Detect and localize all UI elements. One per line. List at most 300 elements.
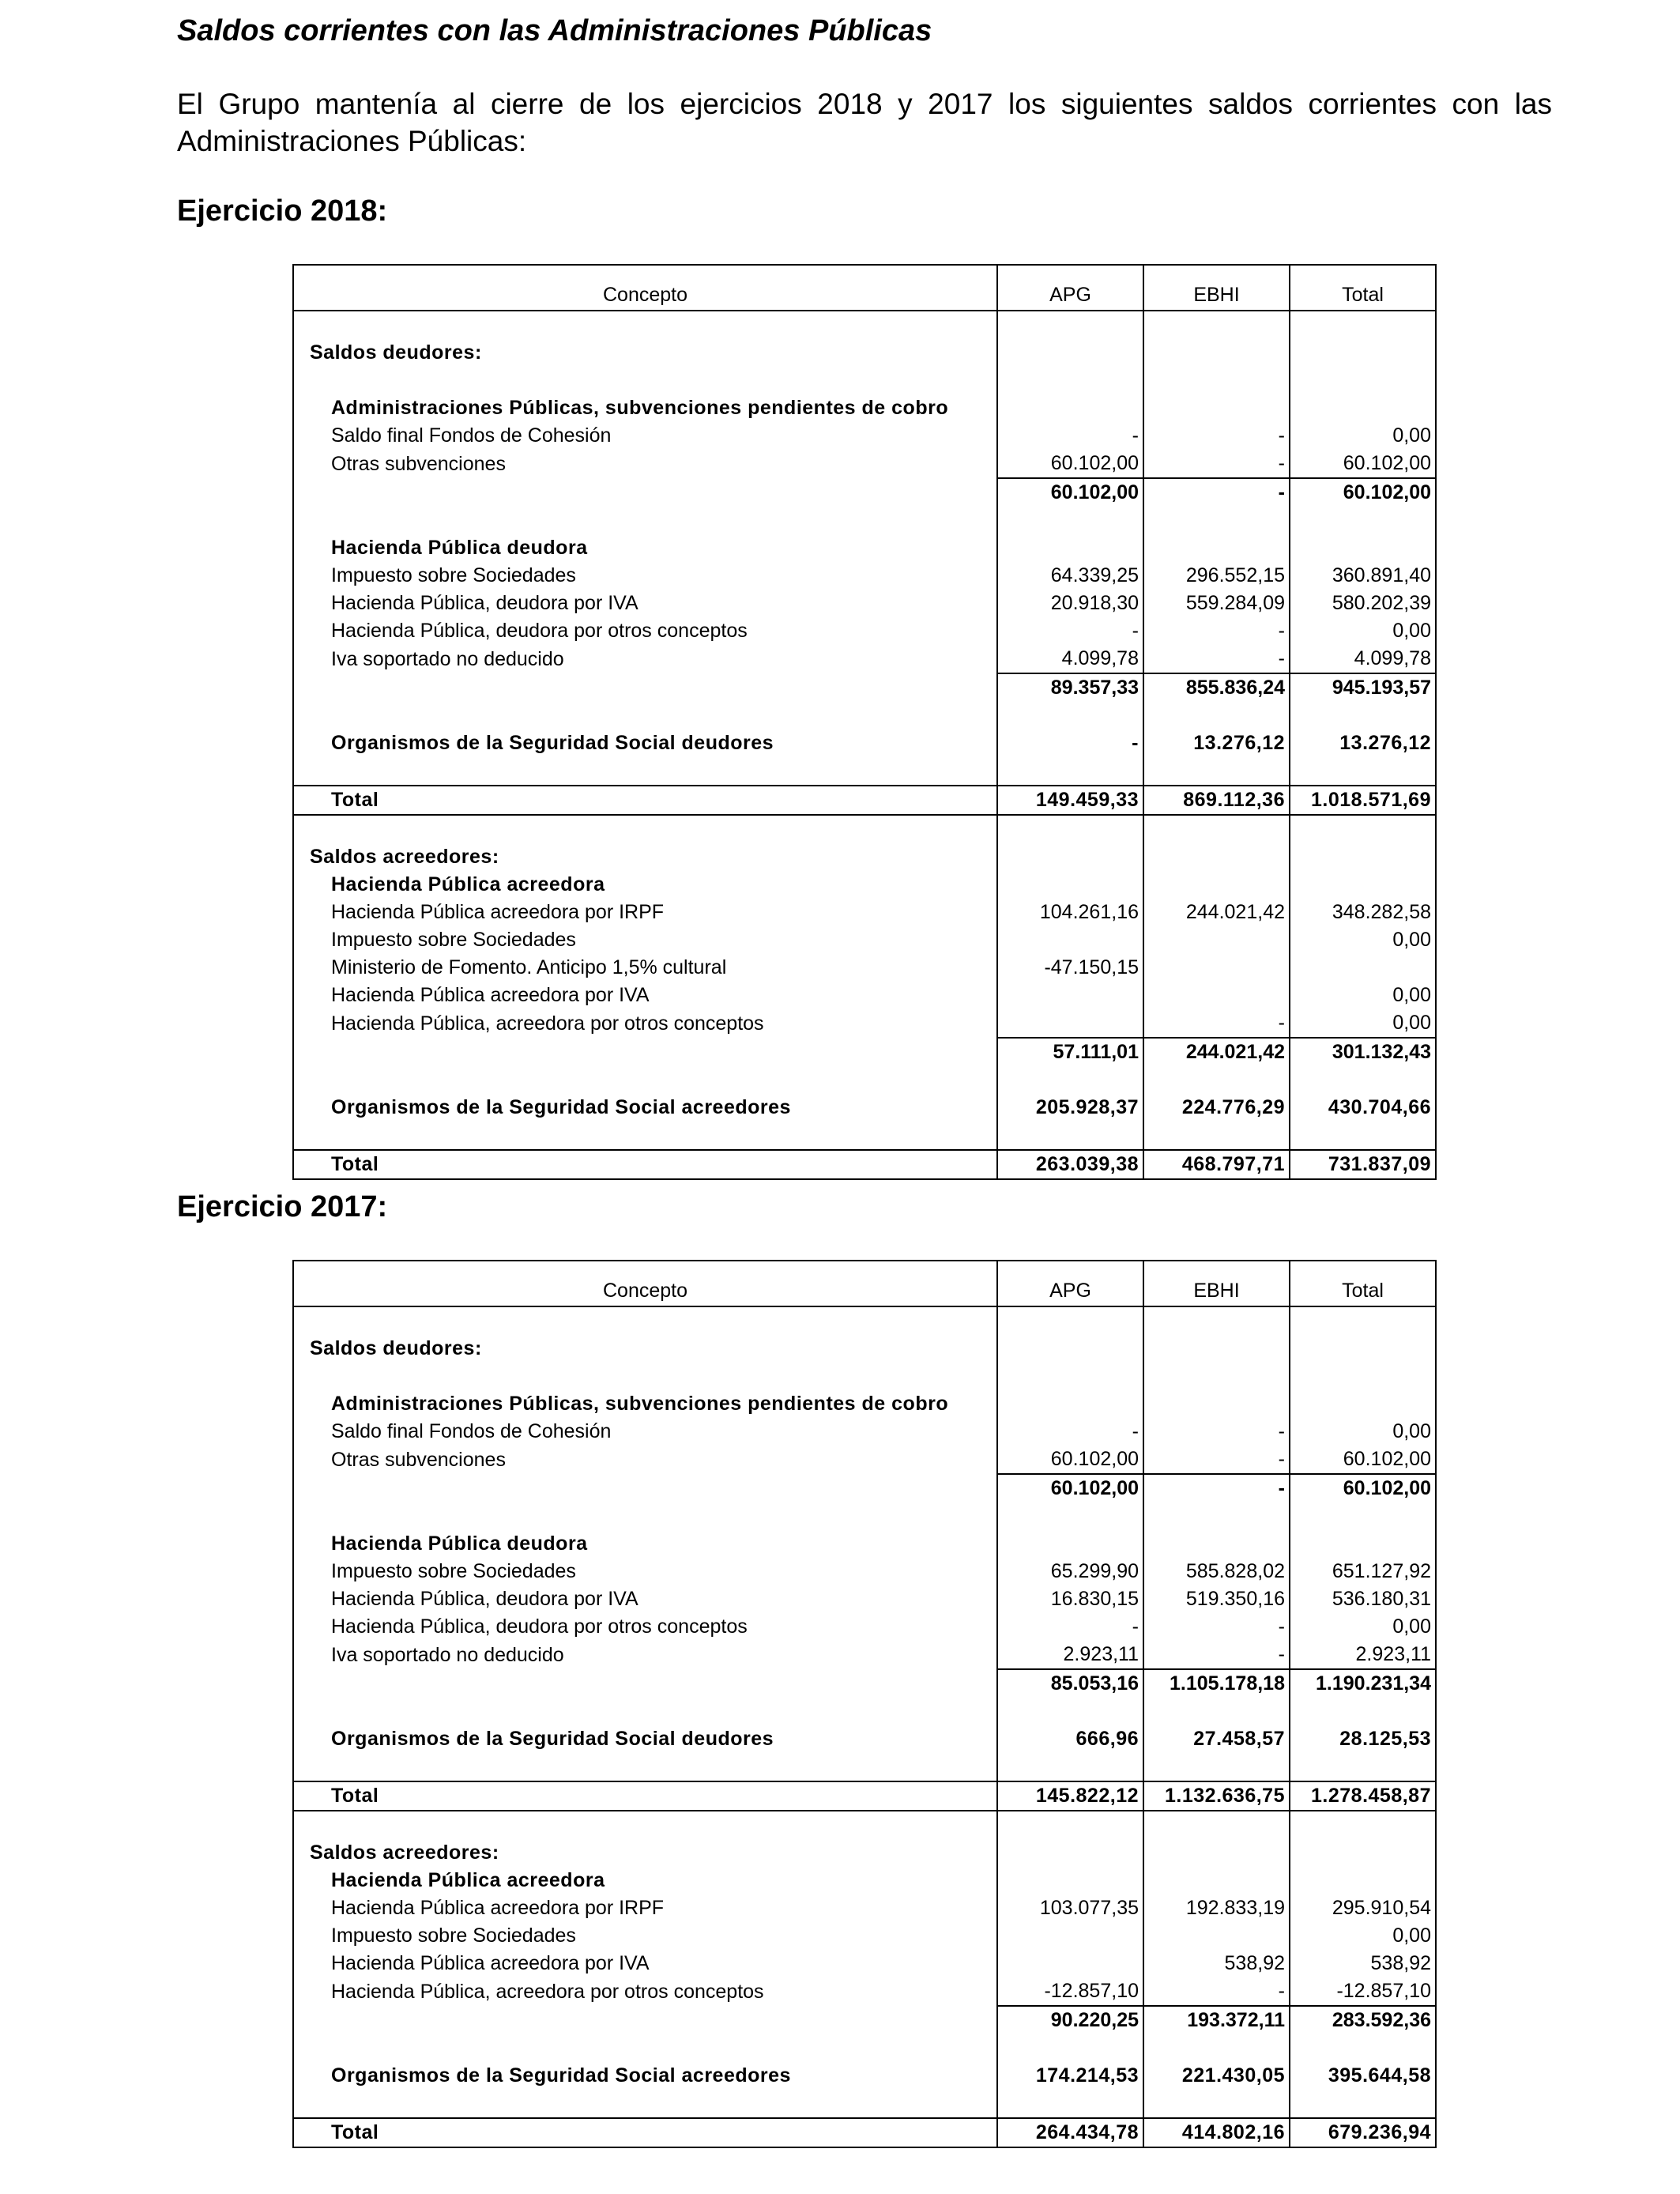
row-label: [293, 673, 997, 702]
empty-cell: [1290, 702, 1436, 729]
empty-cell: [997, 1390, 1143, 1418]
empty-cell: [1290, 1363, 1436, 1390]
table-row: [293, 645, 1436, 673]
total-value: 0,00: [1290, 982, 1436, 1009]
intro-paragraph: El Grupo mantenía al cierre de los ejercicios 2018 y 2017 los siguientes saldos corrientes con las Administraciones Públicas:: [177, 88, 1552, 157]
row-label: Otras subvenciones: [293, 1446, 997, 1474]
empty-cell: [997, 1502, 1143, 1530]
empty-cell: [1290, 534, 1436, 562]
empty-cell: [997, 1306, 1143, 1335]
apg-value: 104.261,16: [997, 899, 1143, 926]
apg-value: [997, 926, 1143, 954]
apg-value: [997, 1922, 1143, 1950]
empty-cell: [1143, 1363, 1290, 1390]
social-security-row: [293, 2062, 1436, 2090]
empty-cell: [997, 2034, 1143, 2062]
ebhi-value: -: [1143, 1418, 1290, 1446]
ebhi-value: 244.021,42: [1143, 1038, 1290, 1066]
row-label: Administraciones Públicas, subvenciones pendientes de cobro: [293, 1390, 997, 1418]
subtotal-row: [293, 478, 1436, 507]
empty-cell: [293, 367, 997, 394]
row-label: Total: [293, 1781, 997, 1811]
column-header-ebhi: EBHI: [1143, 265, 1290, 311]
empty-cell: [293, 1122, 997, 1150]
empty-cell: [1143, 1066, 1290, 1094]
row-label: [293, 478, 997, 507]
total-value: 60.102,00: [1290, 450, 1436, 478]
ebhi-value: -: [1143, 1009, 1290, 1038]
empty-cell: [1290, 339, 1436, 367]
empty-cell: [997, 507, 1143, 534]
row-label: Hacienda Pública acreedora: [293, 871, 997, 899]
balances-table-2018: [292, 264, 1437, 1180]
empty-cell: [1143, 1502, 1290, 1530]
ebhi-value: 869.112,36: [1143, 786, 1290, 815]
row-label: Saldo final Fondos de Cohesión: [293, 1418, 997, 1446]
ebhi-value: -: [1143, 1446, 1290, 1474]
apg-value: 60.102,00: [997, 450, 1143, 478]
subtotal-row: [293, 1474, 1436, 1502]
empty-cell: [997, 702, 1143, 729]
ebhi-value: -: [1143, 617, 1290, 645]
spacer-row: [293, 311, 1436, 339]
group-heading: [293, 843, 1436, 871]
empty-cell: [997, 1335, 1143, 1363]
empty-cell: [1290, 394, 1436, 422]
empty-cell: [293, 1753, 997, 1781]
row-label: Hacienda Pública acreedora por IRPF: [293, 899, 997, 926]
empty-cell: [997, 815, 1143, 843]
spacer-row: [293, 1753, 1436, 1781]
ebhi-value: -: [1143, 1977, 1290, 2006]
row-label: Hacienda Pública, deudora por IVA: [293, 590, 997, 617]
subgroup-heading: [293, 1530, 1436, 1558]
empty-cell: [1290, 2034, 1436, 2062]
table-row: [293, 1977, 1436, 2006]
row-label: Hacienda Pública acreedora por IVA: [293, 982, 997, 1009]
header-row: [293, 265, 1436, 311]
total-value: 430.704,66: [1290, 1094, 1436, 1122]
apg-value: 16.830,15: [997, 1585, 1143, 1613]
ebhi-value: -: [1143, 1474, 1290, 1502]
spacer-row: [293, 1363, 1436, 1390]
row-label: Hacienda Pública acreedora por IVA: [293, 1950, 997, 1977]
empty-cell: [293, 1698, 997, 1725]
ebhi-value: 1.132.636,75: [1143, 1781, 1290, 1811]
apg-value: 103.077,35: [997, 1894, 1143, 1922]
total-value: 283.592,36: [1290, 2006, 1436, 2034]
total-value: 580.202,39: [1290, 590, 1436, 617]
section-heading-2017: Ejercicio 2017:: [177, 1190, 388, 1223]
total-value: 0,00: [1290, 1922, 1436, 1950]
ebhi-value: 224.776,29: [1143, 1094, 1290, 1122]
row-label: Hacienda Pública, acreedora por otros conceptos: [293, 1009, 997, 1038]
row-label: Hacienda Pública, deudora por IVA: [293, 1585, 997, 1613]
ebhi-value: -: [1143, 1613, 1290, 1641]
empty-cell: [1143, 339, 1290, 367]
empty-cell: [997, 757, 1143, 786]
total-value: -12.857,10: [1290, 1977, 1436, 2006]
apg-value: 205.928,37: [997, 1094, 1143, 1122]
empty-cell: [1143, 757, 1290, 786]
empty-cell: [293, 507, 997, 534]
ebhi-value: 193.372,11: [1143, 2006, 1290, 2034]
spacer-row: [293, 1502, 1436, 1530]
apg-value: [997, 1009, 1143, 1038]
social-security-row: [293, 1725, 1436, 1753]
social-security-row: [293, 729, 1436, 757]
empty-cell: [293, 1502, 997, 1530]
apg-value: -: [997, 729, 1143, 757]
empty-cell: [1290, 1811, 1436, 1839]
empty-cell: [293, 757, 997, 786]
empty-cell: [1290, 1839, 1436, 1867]
apg-value: 60.102,00: [997, 1446, 1143, 1474]
total-row: [293, 2118, 1436, 2147]
apg-value: 2.923,11: [997, 1641, 1143, 1669]
ebhi-value: 13.276,12: [1143, 729, 1290, 757]
apg-value: 60.102,00: [997, 1474, 1143, 1502]
table-row: [293, 1585, 1436, 1613]
ebhi-value: 585.828,02: [1143, 1558, 1290, 1585]
row-label: Hacienda Pública acreedora: [293, 1867, 997, 1894]
empty-cell: [1143, 1530, 1290, 1558]
row-label: Ministerio de Fomento. Anticipo 1,5% cultural: [293, 954, 997, 982]
table-row: [293, 450, 1436, 478]
row-label: Hacienda Pública deudora: [293, 534, 997, 562]
total-value: 1.190.231,34: [1290, 1669, 1436, 1698]
row-label: Total: [293, 786, 997, 815]
table-row: [293, 562, 1436, 590]
empty-cell: [997, 871, 1143, 899]
empty-cell: [1143, 871, 1290, 899]
row-label: [293, 1669, 997, 1698]
empty-cell: [1143, 1839, 1290, 1867]
empty-cell: [293, 815, 997, 843]
apg-value: 145.822,12: [997, 1781, 1143, 1811]
apg-value: 85.053,16: [997, 1669, 1143, 1698]
row-label: Iva soportado no deducido: [293, 645, 997, 673]
column-header-apg: APG: [997, 1261, 1143, 1306]
empty-cell: [1290, 1306, 1436, 1335]
total-value: 945.193,57: [1290, 673, 1436, 702]
row-label: Total: [293, 2118, 997, 2147]
total-value: 28.125,53: [1290, 1725, 1436, 1753]
apg-value: 263.039,38: [997, 1150, 1143, 1179]
row-label: Hacienda Pública, deudora por otros conceptos: [293, 617, 997, 645]
apg-value: 90.220,25: [997, 2006, 1143, 2034]
apg-value: 149.459,33: [997, 786, 1143, 815]
total-value: 13.276,12: [1290, 729, 1436, 757]
column-header-apg: APG: [997, 265, 1143, 311]
empty-cell: [1290, 1502, 1436, 1530]
ebhi-value: 559.284,09: [1143, 590, 1290, 617]
column-header-total: Total: [1290, 265, 1436, 311]
total-value: 2.923,11: [1290, 1641, 1436, 1669]
empty-cell: [1290, 1390, 1436, 1418]
empty-cell: [997, 1698, 1143, 1725]
column-header-ebhi: EBHI: [1143, 1261, 1290, 1306]
total-value: 295.910,54: [1290, 1894, 1436, 1922]
row-label: Saldos acreedores:: [293, 1839, 997, 1867]
empty-cell: [1143, 1306, 1290, 1335]
apg-value: 174.214,53: [997, 2062, 1143, 2090]
row-label: Saldos deudores:: [293, 339, 997, 367]
ebhi-value: 244.021,42: [1143, 899, 1290, 926]
empty-cell: [997, 534, 1143, 562]
apg-value: -: [997, 1418, 1143, 1446]
total-value: [1290, 954, 1436, 982]
apg-value: 89.357,33: [997, 673, 1143, 702]
ebhi-value: 221.430,05: [1143, 2062, 1290, 2090]
empty-cell: [997, 339, 1143, 367]
subgroup-heading: [293, 871, 1436, 899]
empty-cell: [293, 2034, 997, 2062]
table-row: [293, 1894, 1436, 1922]
empty-cell: [1290, 2090, 1436, 2118]
empty-cell: [997, 367, 1143, 394]
total-value: 1.018.571,69: [1290, 786, 1436, 815]
group-heading: [293, 1839, 1436, 1867]
row-label: Total: [293, 1150, 997, 1179]
total-value: 679.236,94: [1290, 2118, 1436, 2147]
spacer-row: [293, 1306, 1436, 1335]
empty-cell: [1143, 815, 1290, 843]
total-value: 60.102,00: [1290, 478, 1436, 507]
subtotal-row: [293, 673, 1436, 702]
apg-value: [997, 1950, 1143, 1977]
ebhi-value: 538,92: [1143, 1950, 1290, 1977]
empty-cell: [1290, 1122, 1436, 1150]
row-label: Otras subvenciones: [293, 450, 997, 478]
empty-cell: [1143, 1698, 1290, 1725]
column-header-total: Total: [1290, 1261, 1436, 1306]
empty-cell: [1290, 843, 1436, 871]
subgroup-heading: [293, 1390, 1436, 1418]
row-label: [293, 1038, 997, 1066]
empty-cell: [1143, 394, 1290, 422]
spacer-row: [293, 1698, 1436, 1725]
spacer-row: [293, 1811, 1436, 1839]
table-row: [293, 954, 1436, 982]
total-value: 0,00: [1290, 1613, 1436, 1641]
empty-cell: [997, 1867, 1143, 1894]
empty-cell: [1290, 871, 1436, 899]
empty-cell: [1290, 367, 1436, 394]
ebhi-value: 296.552,15: [1143, 562, 1290, 590]
total-value: 731.837,09: [1290, 1150, 1436, 1179]
apg-value: [997, 982, 1143, 1009]
spacer-row: [293, 815, 1436, 843]
table-row: [293, 899, 1436, 926]
table-row: [293, 1446, 1436, 1474]
apg-value: 57.111,01: [997, 1038, 1143, 1066]
row-label: Impuesto sobre Sociedades: [293, 926, 997, 954]
page-title: Saldos corrientes con las Administraciones Públicas: [177, 14, 932, 47]
total-value: 0,00: [1290, 1418, 1436, 1446]
row-label: Hacienda Pública, acreedora por otros conceptos: [293, 1977, 997, 2006]
ebhi-value: -: [1143, 645, 1290, 673]
total-row: [293, 1150, 1436, 1179]
ebhi-value: 27.458,57: [1143, 1725, 1290, 1753]
total-value: 0,00: [1290, 926, 1436, 954]
total-value: 538,92: [1290, 1950, 1436, 1977]
empty-cell: [997, 1811, 1143, 1839]
apg-value: -: [997, 617, 1143, 645]
subgroup-heading: [293, 394, 1436, 422]
apg-value: 264.434,78: [997, 2118, 1143, 2147]
row-label: [293, 1474, 997, 1502]
empty-cell: [997, 1066, 1143, 1094]
total-value: 360.891,40: [1290, 562, 1436, 590]
empty-cell: [997, 1122, 1143, 1150]
ebhi-value: 192.833,19: [1143, 1894, 1290, 1922]
empty-cell: [1143, 702, 1290, 729]
ebhi-value: 468.797,71: [1143, 1150, 1290, 1179]
total-value: 301.132,43: [1290, 1038, 1436, 1066]
empty-cell: [293, 1066, 997, 1094]
ebhi-value: -: [1143, 1641, 1290, 1669]
table-row: [293, 1922, 1436, 1950]
table-row: [293, 1641, 1436, 1669]
empty-cell: [1290, 1335, 1436, 1363]
empty-cell: [1290, 757, 1436, 786]
empty-cell: [1143, 1753, 1290, 1781]
total-row: [293, 786, 1436, 815]
ebhi-value: [1143, 982, 1290, 1009]
row-label: Hacienda Pública acreedora por IRPF: [293, 1894, 997, 1922]
total-value: 4.099,78: [1290, 645, 1436, 673]
empty-cell: [997, 2090, 1143, 2118]
empty-cell: [1143, 1811, 1290, 1839]
empty-cell: [1290, 815, 1436, 843]
row-label: Iva soportado no deducido: [293, 1641, 997, 1669]
row-label: Impuesto sobre Sociedades: [293, 562, 997, 590]
table-row: [293, 1558, 1436, 1585]
row-label: Saldo final Fondos de Cohesión: [293, 422, 997, 450]
apg-value: -47.150,15: [997, 954, 1143, 982]
empty-cell: [1143, 1867, 1290, 1894]
total-value: 60.102,00: [1290, 1474, 1436, 1502]
apg-value: -: [997, 1613, 1143, 1641]
subgroup-heading: [293, 1867, 1436, 1894]
empty-cell: [1143, 534, 1290, 562]
group-heading: [293, 339, 1436, 367]
table-row: [293, 422, 1436, 450]
empty-cell: [1143, 2090, 1290, 2118]
spacer-row: [293, 702, 1436, 729]
total-value: 0,00: [1290, 422, 1436, 450]
row-label: [293, 2006, 997, 2034]
total-value: 348.282,58: [1290, 899, 1436, 926]
total-value: 395.644,58: [1290, 2062, 1436, 2090]
ebhi-value: [1143, 1922, 1290, 1950]
empty-cell: [1290, 507, 1436, 534]
empty-cell: [1143, 1390, 1290, 1418]
empty-cell: [997, 1530, 1143, 1558]
empty-cell: [1290, 1753, 1436, 1781]
table-row: [293, 1418, 1436, 1446]
empty-cell: [293, 1811, 997, 1839]
apg-value: 4.099,78: [997, 645, 1143, 673]
apg-value: 65.299,90: [997, 1558, 1143, 1585]
apg-value: 60.102,00: [997, 478, 1143, 507]
row-label: Impuesto sobre Sociedades: [293, 1558, 997, 1585]
subgroup-heading: [293, 534, 1436, 562]
row-label: Administraciones Públicas, subvenciones pendientes de cobro: [293, 394, 997, 422]
spacer-row: [293, 507, 1436, 534]
empty-cell: [997, 1753, 1143, 1781]
row-label: Impuesto sobre Sociedades: [293, 1922, 997, 1950]
empty-cell: [293, 1363, 997, 1390]
empty-cell: [1143, 843, 1290, 871]
empty-cell: [1290, 311, 1436, 339]
spacer-row: [293, 1122, 1436, 1150]
apg-value: 64.339,25: [997, 562, 1143, 590]
table-row: [293, 590, 1436, 617]
apg-value: -: [997, 422, 1143, 450]
empty-cell: [1143, 367, 1290, 394]
empty-cell: [1290, 1066, 1436, 1094]
total-value: 536.180,31: [1290, 1585, 1436, 1613]
ebhi-value: 519.350,16: [1143, 1585, 1290, 1613]
row-label: Organismos de la Seguridad Social acreedores: [293, 2062, 997, 2090]
table-row: [293, 1950, 1436, 1977]
total-value: 60.102,00: [1290, 1446, 1436, 1474]
ebhi-value: [1143, 954, 1290, 982]
row-label: Hacienda Pública deudora: [293, 1530, 997, 1558]
spacer-row: [293, 757, 1436, 786]
ebhi-value: -: [1143, 422, 1290, 450]
ebhi-value: [1143, 926, 1290, 954]
row-label: Organismos de la Seguridad Social acreedores: [293, 1094, 997, 1122]
apg-value: -12.857,10: [997, 1977, 1143, 2006]
ebhi-value: -: [1143, 450, 1290, 478]
total-value: 0,00: [1290, 617, 1436, 645]
empty-cell: [1290, 1867, 1436, 1894]
balances-table-2017: [292, 1260, 1437, 2148]
column-header-concept: Concepto: [293, 1261, 997, 1306]
apg-value: 666,96: [997, 1725, 1143, 1753]
row-label: Organismos de la Seguridad Social deudores: [293, 729, 997, 757]
ebhi-value: 414.802,16: [1143, 2118, 1290, 2147]
empty-cell: [1143, 1122, 1290, 1150]
row-label: Saldos deudores:: [293, 1335, 997, 1363]
empty-cell: [997, 843, 1143, 871]
spacer-row: [293, 367, 1436, 394]
empty-cell: [1143, 2034, 1290, 2062]
empty-cell: [1143, 507, 1290, 534]
ebhi-value: -: [1143, 478, 1290, 507]
row-label: Organismos de la Seguridad Social deudores: [293, 1725, 997, 1753]
header-row: [293, 1261, 1436, 1306]
empty-cell: [293, 702, 997, 729]
table-row: [293, 982, 1436, 1009]
row-label: Hacienda Pública, deudora por otros conceptos: [293, 1613, 997, 1641]
social-security-row: [293, 1094, 1436, 1122]
empty-cell: [1290, 1698, 1436, 1725]
spacer-row: [293, 1066, 1436, 1094]
subtotal-row: [293, 1038, 1436, 1066]
section-heading-2018: Ejercicio 2018:: [177, 194, 388, 228]
empty-cell: [293, 311, 997, 339]
total-row: [293, 1781, 1436, 1811]
empty-cell: [1143, 311, 1290, 339]
ebhi-value: 1.105.178,18: [1143, 1669, 1290, 1698]
subtotal-row: [293, 1669, 1436, 1698]
column-header-concept: Concepto: [293, 265, 997, 311]
total-value: 1.278.458,87: [1290, 1781, 1436, 1811]
